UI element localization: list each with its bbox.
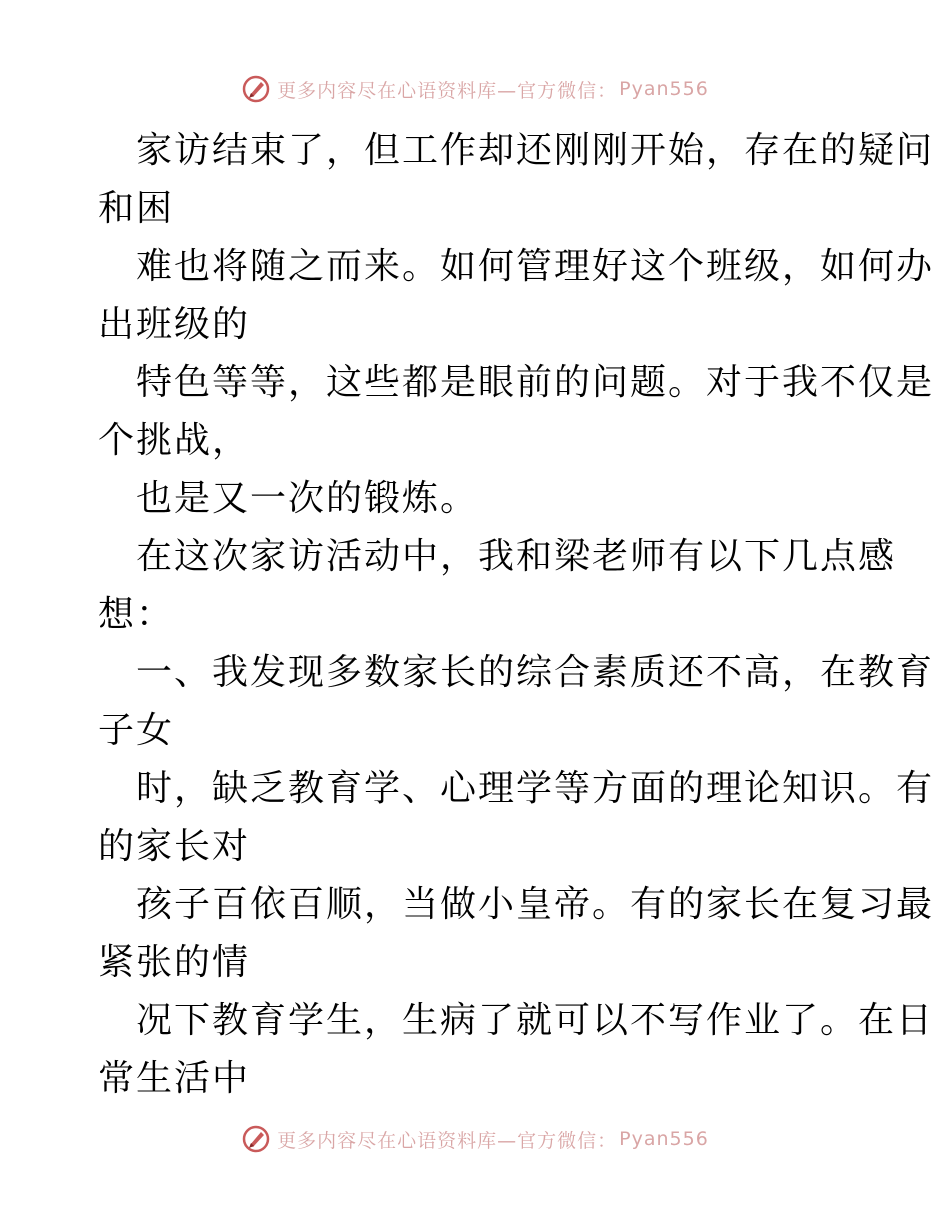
watermark-text: 更多内容尽在心语资料库—官方微信： — [277, 79, 618, 102]
watermark-wechat-id: Pyan556 — [619, 78, 709, 100]
text-line: 和困 — [98, 188, 175, 229]
text-line: 况下教育学生，生病了就可以不写作业了。在日 — [136, 1000, 935, 1041]
text-line: 个挑战， — [98, 420, 251, 461]
text-line: 出班级的 — [98, 304, 251, 345]
header-watermark — [0, 74, 950, 104]
text-line: 也是又一次的锻炼。 — [136, 478, 479, 519]
watermark-wechat-id: Pyan556 — [619, 1128, 709, 1150]
text-line: 特色等等，这些都是眼前的问题。对于我不仅是 — [136, 362, 935, 403]
text-line: 子女 — [98, 710, 175, 751]
footer-watermark — [0, 1124, 950, 1154]
watermark-text: 更多内容尽在心语资料库—官方微信： — [277, 1129, 618, 1152]
text-line: 孩子百依百顺，当做小皇帝。有的家长在复习最 — [136, 884, 935, 925]
text-line: 紧张的情 — [98, 942, 251, 983]
document-body — [98, 122, 935, 1108]
text-line: 常生活中 — [98, 1058, 251, 1099]
text-line: 的家长对 — [98, 826, 251, 867]
pen-logo-icon — [241, 1124, 271, 1154]
text-line: 时，缺乏教育学、心理学等方面的理论知识。有 — [136, 768, 935, 809]
text-line: 难也将随之而来。如何管理好这个班级，如何办 — [136, 246, 935, 287]
pen-logo-icon — [241, 74, 271, 104]
text-line: 一、我发现多数家长的综合素质还不高，在教育 — [136, 652, 935, 693]
text-line: 在这次家访活动中，我和梁老师有以下几点感 — [136, 536, 897, 577]
text-line: 想： — [98, 594, 175, 635]
text-line: 家访结束了，但工作却还刚刚开始，存在的疑问 — [136, 130, 935, 171]
